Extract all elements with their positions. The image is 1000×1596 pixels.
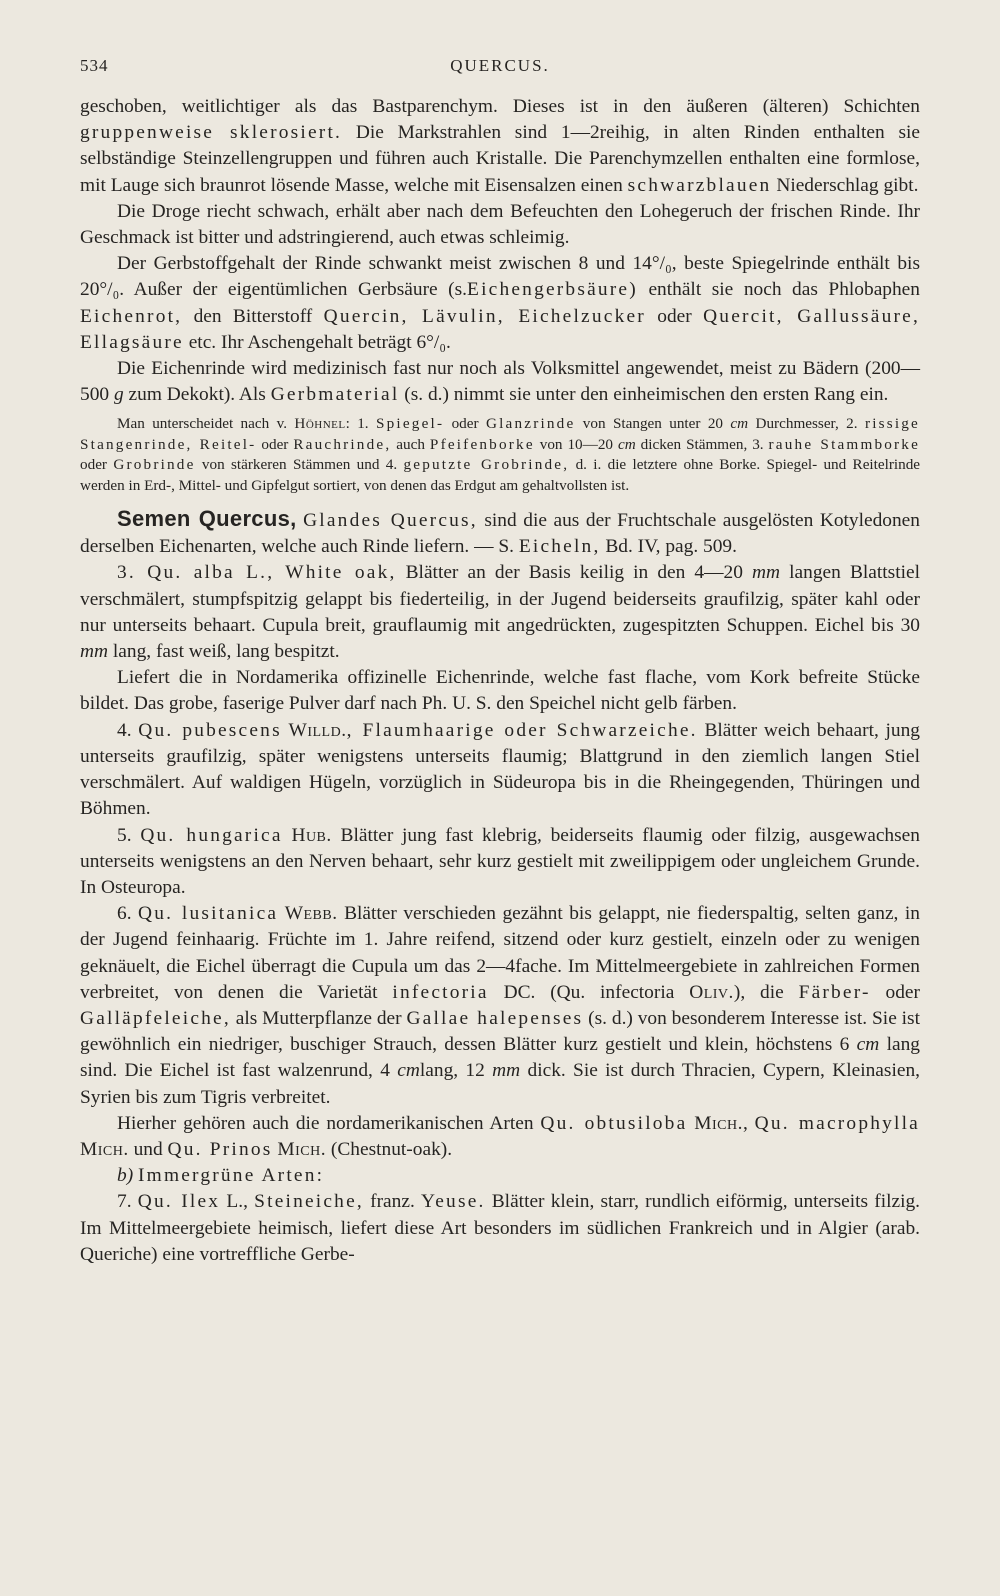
species-5-hungarica: 5. Qu. hungarica Hub. Blätter jung fast klebrig, beiderseits flaumig oder filzig, ausgewachsen unterseits wenigstens an den Nerven behaart, sehr kurz gestielt mit zweilippigem oder ungleichem Grunde. In Osteuropa. [80, 824, 920, 898]
note-bark-types: Man unterscheidet nach v. Höhnel: 1. Spiegel- oder Glanzrinde von Stangen unter 20 cm Durchmesser, 2. rissige Stangenrinde, Reitel- oder Rauchrinde, auch Pfeifenborke von 10—20 cm dicken Stämmen, 3. rauhe Stammborke oder Grobrinde von stärkeren Stämmen und 4. geputzte Grobrinde, d. i. die letztere ohne Borke. Spiegel- und Reitelrinde werden in Erd-, Mittel- und Gipfelgut sortiert, von denen das Erdgut am gehaltvollsten ist. [80, 415, 921, 494]
american-species: Hierher gehören auch die nordamerikanischen Arten Qu. obtusiloba Mich., Qu. macrophylla Mich. und Qu. Prinos Mich. (Chestnut-oak). [80, 1112, 920, 1160]
species-3-alba: 3. Qu. alba L., White oak, Blätter an der Basis keilig in den 4—20 mm langen Blattstiel verschmälert, stumpfspitzig gelappt bis fiederteilig, in der Jugend beiderseits graufilzig, später kahl oder nur unterseits behaart. Cupula breit, grauflaumig mit angedrückten, zugespitzten Schuppen. Eichel bis 30 mm lang, fast weiß, lang bespitzt. [80, 562, 920, 663]
paragraph-odor: Die Droge riecht schwach, erhält aber nach dem Befeuchten den Lohegeruch der frischen Rinde. Ihr Geschmack ist bitter und adstringierend, auch etwas schleimig. [80, 200, 920, 249]
entry-semen-quercus: Semen Quercus, Glandes Quercus, sind die aus der Fruchtschale ausgelösten Kotyledonen derselben Eichenarten, welche auch Rinde liefern. — S. Eicheln, Bd. IV, pag. 509. [80, 506, 920, 558]
paragraph-bark-anatomy: geschoben, weitlichtiger als das Bastparenchym. Dieses ist in den äußeren (älteren) Schichten gruppenweise sklerosiert. Die Markstrahlen sind 1—2reihig, in alten Rinden enthalten sie selbständige Steinzellengruppen und führen auch Kristalle. Die Parenchymzellen enthalten eine formlose, mit Lauge sich braunrot lösende Masse, welche mit Eisensalzen einen schwarzblauen Niederschlag gibt. [80, 96, 920, 196]
entry-heading: Semen Quercus, [117, 506, 297, 532]
paragraph-tannin: Der Gerbstoffgehalt der Rinde schwankt meist zwischen 8 und 14°/₀, beste Spiegelrinde enthält bis 20°/₀. Außer der eigentümlichen Gerbsäure (s.Eichengerbsäure) enthält sie noch das Phlobaphen Eichenrot, den Bitterstoff Quercin, Lävulin, Eichelzucker oder Quercit, Gallussäure, Ellagsäure etc. Ihr Aschengehalt beträgt 6°/₀. [80, 253, 921, 353]
running-title: QUERCUS. [450, 56, 550, 75]
subheading-evergreen: b) Immergrüne Arten: [117, 1165, 325, 1187]
page-number: 534 [80, 56, 109, 75]
running-header [80, 56, 920, 84]
paragraph-medical-use: Die Eichenrinde wird medizinisch fast nur noch als Volksmittel angewendet, meist zu Bädern (200—500 g zum Dekokt). Als Gerbmaterial (s. d.) nimmt sie unter den einheimischen den ersten Rang ein. [80, 358, 920, 406]
species-6-lusitanica: 6. Qu. lusitanica Webb. Blätter verschieden gezähnt bis gelappt, nie fiederspaltig, selten ganz, in der Jugend feinhaarig. Früchte im 1. Jahre reifend, sitzend oder kurz gestielt, einzeln oder zu wenigen geknäuelt, die Eichel überragt die Cupula um das 2—4fache. Im Mittelmeergebiete in zahlreichen Formen verbreitet, von denen die Varietät infectoria DC. (Qu. infectoria Oliv.), die Färber- oder Galläpfeleiche, als Mutterpflanze der Gallae halepenses (s. d.) von besonderem Interesse ist. Sie ist gewöhnlich ein niedriger, buschiger Strauch, dessen Blätter kurz gestielt und klein, höchstens 6 cm lang sind. Die Eichel ist fast walzenrund, 4 cmlang, 12 mm dick. Sie ist durch Thracien, Cypern, Kleinasien, Syrien bis zum Tigris verbreitet. [80, 903, 920, 1108]
species-3-use: Liefert die in Nordamerika offizinelle Eichenrinde, welche fast flache, vom Kork befreite Stücke bildet. Das grobe, faserige Pulver darf nach Ph. U. S. den Speichel nicht gelb färben. [80, 667, 920, 715]
species-7-ilex: 7. Qu. Ilex L., Steineiche, franz. Yeuse. Blätter klein, starr, rundlich eiförmig, unterseits filzig. Im Mittelmeergebiete heimisch, liefert diese Art besonders im südlichen Frankreich und in Algier (arab. Queriche) eine vortreffliche Gerbe- [80, 1191, 921, 1265]
species-4-pubescens: 4. Qu. pubescens Willd., Flaumhaarige oder Schwarzeiche. Blätter weich behaart, jung unterseits graufilzig, später wenigstens unterseits flaumig; Blattgrund in den ziemlich langen Stiel verschmälert. Auf waldigen Hügeln, vorzüglich in Südeuropa bis in die Rheingegenden, Thüringen und Böhmen. [80, 719, 920, 820]
text-body [80, 94, 920, 1268]
